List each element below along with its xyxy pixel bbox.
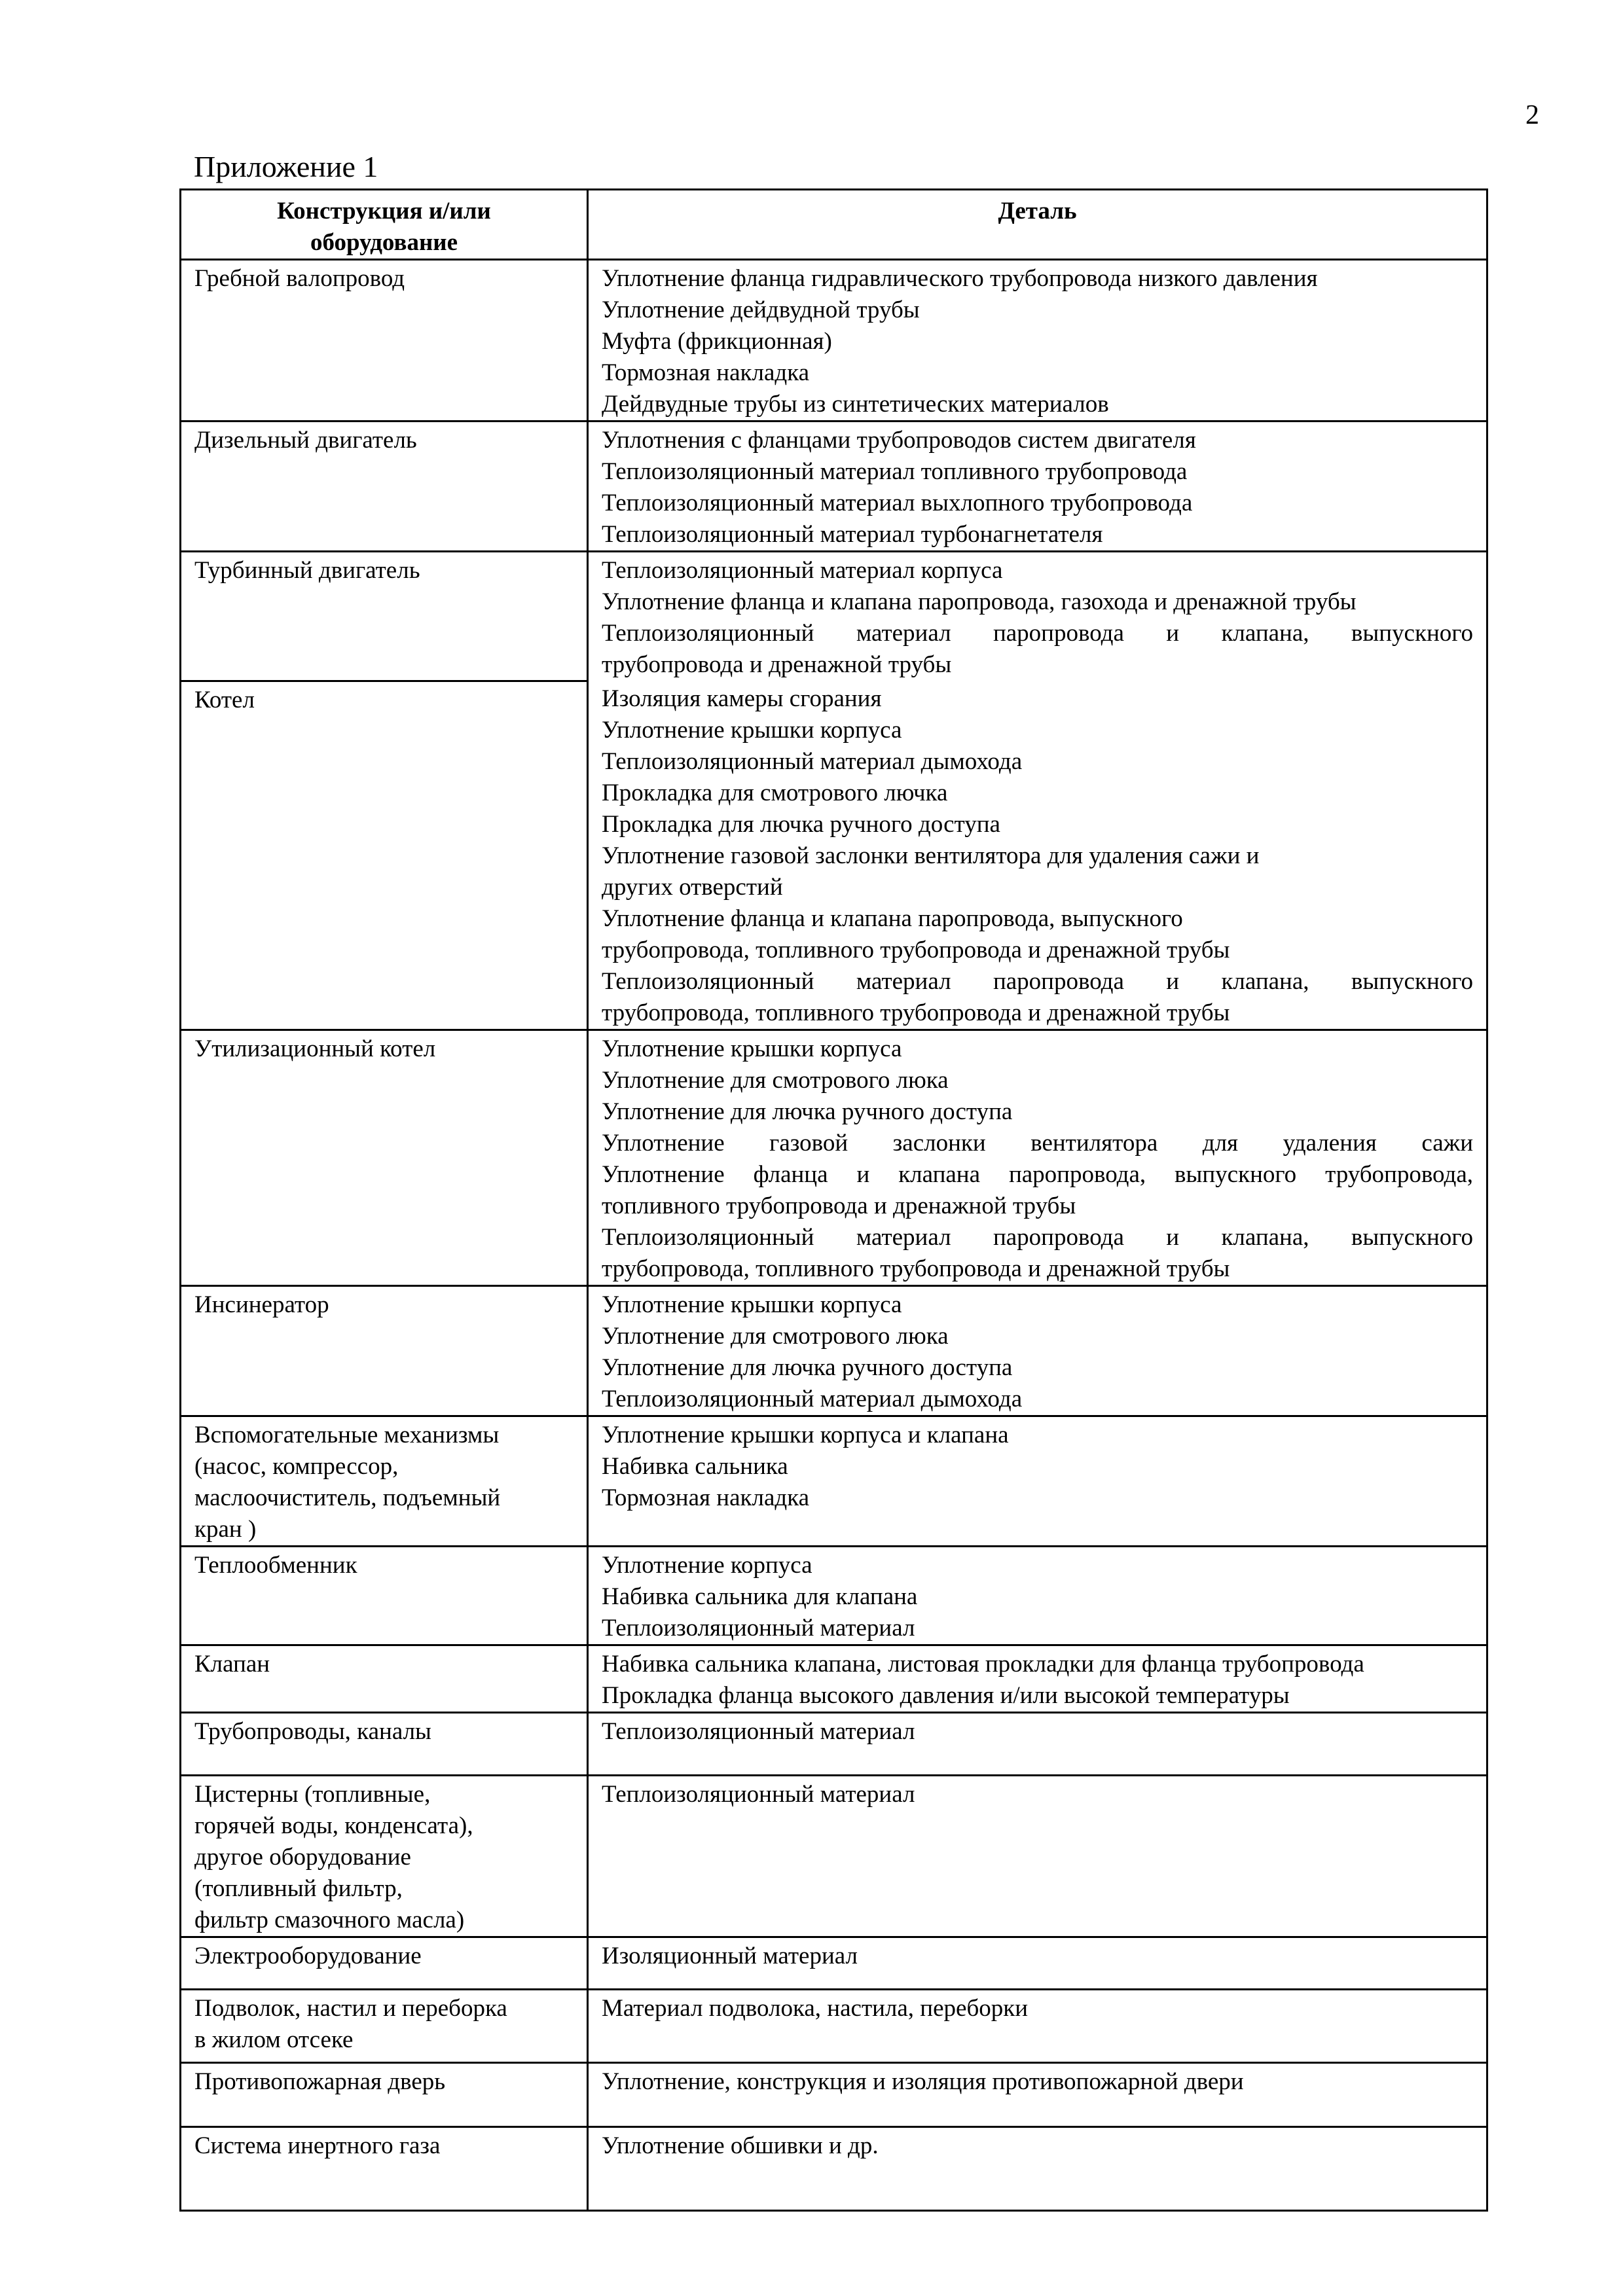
detail-cell (588, 1990, 1487, 2063)
construction-name: в жилом отсеке (194, 2026, 354, 2053)
detail-line: трубопровода, топливного трубопровода и дренажной трубы (602, 937, 1230, 963)
construction-cell (181, 1547, 588, 1645)
detail-line: Теплоизоляционный материал топливного трубопровода (602, 458, 1188, 485)
construction-name: Электрооборудование (194, 1943, 422, 1969)
detail-line: Муфта (фрикционная) (602, 328, 832, 355)
table-row (181, 260, 1487, 422)
detail-line: Уплотнение газовой заслонки вентилятора для удаления сажи и (602, 842, 1260, 869)
detail-cell (588, 1776, 1487, 1937)
construction-name: Вспомогательные механизмы (194, 1422, 500, 1448)
construction-name: Цистерны (топливные, (194, 1781, 431, 1808)
table-row (181, 681, 1487, 1030)
detail-cell (588, 1030, 1487, 1286)
table-row (181, 1416, 1487, 1547)
construction-cell (181, 1990, 588, 2063)
construction-cell (181, 1416, 588, 1547)
detail-line: Уплотнение корпуса (602, 1552, 812, 1579)
construction-name: Утилизационный котел (194, 1035, 436, 1062)
detail-line: трубопровода и дренажной трубы (602, 651, 952, 678)
table-row (181, 1645, 1487, 1713)
construction-cell (181, 2127, 588, 2211)
detail-cell (588, 1713, 1487, 1776)
detail-line: Теплоизоляционный материал дымохода (602, 748, 1023, 775)
construction-cell (181, 422, 588, 552)
detail-line: Уплотнение для лючка ручного доступа (602, 1354, 1013, 1381)
detail-cell (588, 2127, 1487, 2211)
table-header-row (181, 190, 1487, 260)
table-row (181, 1776, 1487, 1937)
detail-line: Уплотнение фланца и клапана паропровода, выпускного (602, 905, 1183, 932)
detail-cell (588, 681, 1487, 1030)
detail-line: Теплоизоляционный материал паропровода и клапана, выпускного (602, 1224, 1473, 1251)
detail-line: Уплотнение крышки корпуса (602, 717, 902, 744)
detail-line: Теплоизоляционный материал дымохода (602, 1386, 1023, 1412)
detail-line: Тормозная накладка (602, 1484, 810, 1511)
table-row (181, 1713, 1487, 1776)
construction-name: Турбинный двигатель (194, 557, 420, 584)
detail-line: Тормозная накладка (602, 359, 810, 386)
construction-cell (181, 2063, 588, 2127)
detail-cell (588, 1645, 1487, 1713)
table-row (181, 1030, 1487, 1286)
detail-line: Набивка сальника (602, 1453, 788, 1480)
appendix-caption: Приложение 1 (194, 150, 378, 183)
detail-line: Изоляционный материал (602, 1943, 858, 1969)
detail-line: Теплоизоляционный материал (602, 1718, 915, 1745)
construction-name: Гребной валопровод (194, 265, 405, 292)
detail-cell (588, 1937, 1487, 1990)
construction-cell (181, 1286, 588, 1416)
detail-line: Теплоизоляционный материал (602, 1615, 915, 1641)
construction-cell (181, 552, 588, 681)
header-construction-line: Конструкция и/или (277, 198, 491, 224)
detail-line: других отверстий (602, 874, 783, 901)
construction-name: Котел (194, 686, 255, 713)
detail-line: Изоляция камеры сгорания (602, 685, 882, 712)
detail-line: трубопровода, топливного трубопровода и дренажной трубы (602, 1255, 1230, 1282)
construction-name: фильтр смазочного масла) (194, 1907, 465, 1933)
detail-line: Уплотнение фланца гидравлического трубопровода низкого давления (602, 265, 1318, 292)
detail-line: Уплотнение для лючка ручного доступа (602, 1098, 1013, 1125)
detail-cell (588, 1547, 1487, 1645)
detail-cell (588, 552, 1487, 681)
construction-name: Теплообменник (194, 1552, 357, 1579)
detail-line: Уплотнения с фланцами трубопроводов систем двигателя (602, 427, 1196, 454)
detail-line: Теплоизоляционный материал корпуса (602, 557, 1003, 584)
detail-line: Материал подволока, настила, переборки (602, 1995, 1029, 2022)
detail-line: Теплоизоляционный материал паропровода и клапана, выпускного (602, 968, 1473, 995)
detail-cell (588, 1416, 1487, 1547)
table-row (181, 1990, 1487, 2063)
detail-line: Уплотнение фланца и клапана паропровода, газохода и дренажной трубы (602, 588, 1357, 615)
table-row (181, 1937, 1487, 1990)
table-row (181, 552, 1487, 681)
construction-cell (181, 1937, 588, 1990)
construction-name: Подволок, настил и переборка (194, 1995, 507, 2022)
table-row (181, 1286, 1487, 1416)
table-row (181, 1547, 1487, 1645)
construction-name: Противопожарная дверь (194, 2068, 446, 2095)
detail-line: Уплотнение крышки корпуса и клапана (602, 1422, 1009, 1448)
construction-name: Клапан (194, 1651, 270, 1677)
detail-line: Теплоизоляционный материал выхлопного трубопровода (602, 490, 1193, 516)
page-number: 2 (1525, 100, 1539, 130)
detail-cell (588, 1286, 1487, 1416)
table-row (181, 422, 1487, 552)
construction-name: (насос, компрессор, (194, 1453, 399, 1480)
construction-cell (181, 1645, 588, 1713)
detail-line: Набивка сальника для клапана (602, 1583, 918, 1610)
construction-cell (181, 681, 588, 1030)
detail-line: Уплотнение обшивки и др. (602, 2132, 879, 2159)
construction-name: горячей воды, конденсата), (194, 1812, 473, 1839)
detail-line: Уплотнение газовой заслонки вентилятора для удаления сажи (602, 1130, 1473, 1157)
table-row (181, 2127, 1487, 2211)
detail-line: Уплотнение дейдвудной трубы (602, 296, 920, 323)
construction-name: Трубопроводы, каналы (194, 1718, 431, 1745)
construction-name: Дизельный двигатель (194, 427, 417, 454)
header-construction-line: оборудование (310, 229, 458, 256)
construction-name: другое оборудование (194, 1844, 411, 1871)
detail-line: Прокладка для лючка ручного доступа (602, 811, 1000, 838)
header-detail: Деталь (588, 190, 1487, 260)
construction-cell (181, 260, 588, 422)
construction-name: маслоочиститель, подъемный (194, 1484, 501, 1511)
detail-line: Уплотнение для смотрового люка (602, 1323, 949, 1350)
detail-line: Теплоизоляционный материал турбонагнетателя (602, 521, 1103, 548)
construction-cell (181, 1776, 588, 1937)
detail-line: Уплотнение, конструкция и изоляция противопожарной двери (602, 2068, 1244, 2095)
construction-name: (топливный фильтр, (194, 1875, 403, 1902)
header-construction (181, 190, 588, 260)
detail-line: Теплоизоляционный материал (602, 1781, 915, 1808)
detail-line: Уплотнение крышки корпуса (602, 1035, 902, 1062)
construction-name: Система инертного газа (194, 2132, 441, 2159)
construction-cell (181, 1713, 588, 1776)
detail-line: топливного трубопровода и дренажной трубы (602, 1193, 1076, 1219)
construction-name: Инсинератор (194, 1291, 329, 1318)
detail-cell (588, 2063, 1487, 2127)
construction-cell (181, 1030, 588, 1286)
detail-line: Уплотнение крышки корпуса (602, 1291, 902, 1318)
construction-name: кран ) (194, 1516, 257, 1543)
detail-line: Прокладка для смотрового лючка (602, 780, 948, 806)
table-row (181, 2063, 1487, 2127)
detail-line: Теплоизоляционный материал паропровода и клапана, выпускного (602, 620, 1473, 647)
detail-line: Набивка сальника клапана, листовая прокладки для фланца трубопровода (602, 1651, 1364, 1677)
detail-cell (588, 422, 1487, 552)
detail-line: Прокладка фланца высокого давления и/или высокой температуры (602, 1682, 1290, 1709)
detail-line: трубопровода, топливного трубопровода и дренажной трубы (602, 999, 1230, 1026)
detail-line: Дейдвудные трубы из синтетических материалов (602, 391, 1109, 418)
detail-line: Уплотнение фланца и клапана паропровода, выпускного трубопровода, (602, 1161, 1473, 1188)
detail-cell (588, 260, 1487, 422)
equipment-table (179, 188, 1488, 2212)
detail-line: Уплотнение для смотрового люка (602, 1067, 949, 1094)
